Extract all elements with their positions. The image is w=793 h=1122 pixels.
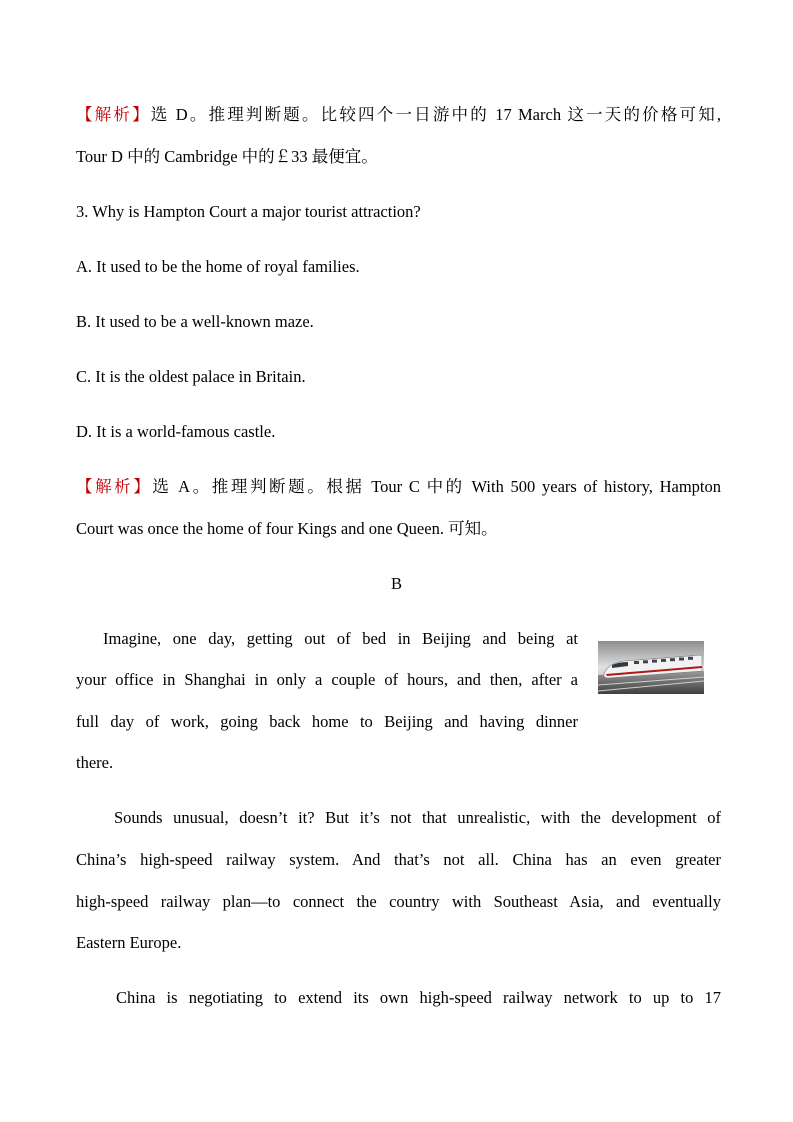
q3-option-a: A. It used to be the home of royal families. <box>76 257 360 276</box>
para3-text1: China is negotiating to extend its own high-speed railway network to up to 17 <box>116 988 721 1007</box>
para2-line1 <box>76 807 721 829</box>
para2-line3: high-speed railway plan—to connect the country with Southeast Asia, and eventually <box>76 892 721 911</box>
analysis-tag: 【解析】 <box>76 477 153 496</box>
q3-analysis-line1 <box>76 476 721 498</box>
para1-line2: your office in Shanghai in only a couple of hours, and then, after a <box>76 670 578 689</box>
para1-line1 <box>76 628 578 650</box>
para1-line3: full day of work, going back home to Beijing and having dinner <box>76 712 578 731</box>
para2-line4: Eastern Europe. <box>76 933 182 952</box>
para1-line4: there. <box>76 753 114 772</box>
train-icon <box>598 641 704 694</box>
para2-line2: China’s high-speed railway system. And that’s not all. China has an even greater <box>76 850 721 869</box>
analysis-tag: 【解析】 <box>76 105 151 124</box>
q3-analysis-line2: Court was once the home of four Kings and one Queen. 可知。 <box>76 519 498 538</box>
para3-line1 <box>76 987 721 1009</box>
q2-analysis-text1: 选 D。推理判断题。比较四个一日游中的 17 March 这一天的价格可知, <box>150 105 722 124</box>
para2-text1: Sounds unusual, doesn’t it? But it’s not that unrealistic, with the development of <box>114 808 721 827</box>
q3-option-d: D. It is a world-famous castle. <box>76 422 276 441</box>
q3-option-b: B. It used to be a well-known maze. <box>76 312 314 331</box>
q2-analysis-line1 <box>76 104 721 126</box>
q3-question: 3. Why is Hampton Court a major tourist attraction? <box>76 202 421 221</box>
section-heading: B <box>390 574 402 593</box>
q3-analysis-text1: 选 A。推理判断题。根据 Tour C 中的 With 500 years of history, Hampton <box>152 477 722 496</box>
q2-analysis-line2: Tour D 中的 Cambridge 中的￡33 最便宜。 <box>76 147 378 166</box>
high-speed-train-photo <box>598 641 704 694</box>
para1-text1: Imagine, one day, getting out of bed in Beijing and being at <box>103 629 578 648</box>
q3-option-c: C. It is the oldest palace in Britain. <box>76 367 306 386</box>
